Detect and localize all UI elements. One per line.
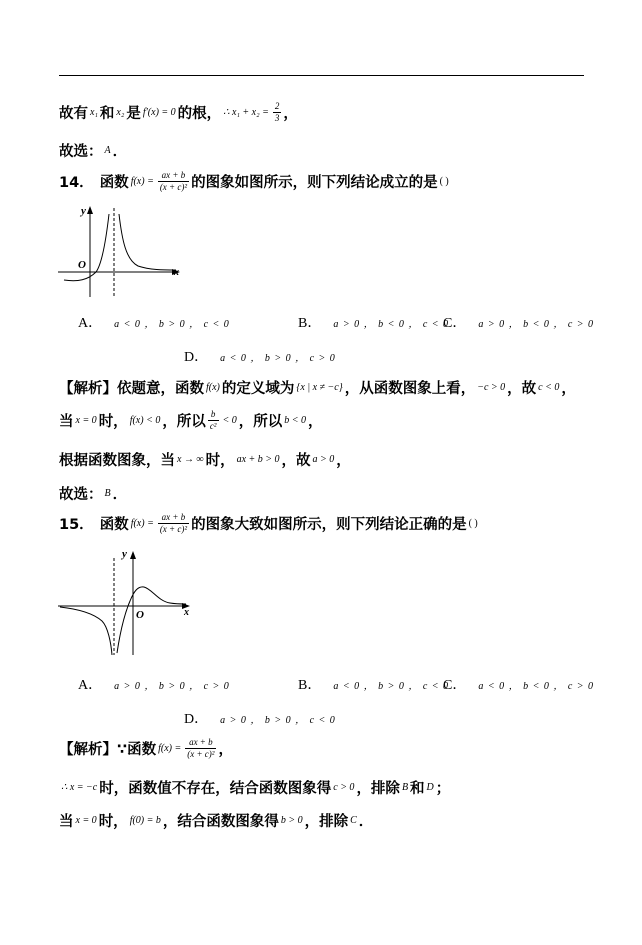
q14-option-c — [443, 312, 593, 332]
question-text-post: 的图象大致如图所示，则下列结论正确的是 — [191, 517, 467, 533]
intro-fraction — [273, 101, 282, 124]
intro-math-x1: x₁ — [90, 107, 98, 118]
answer-value: B — [104, 488, 111, 499]
intro-math-derivative: f′(x) = 0 — [142, 107, 176, 118]
sol-text: 当 — [59, 814, 74, 830]
sol-text: 根据函数图象，当 — [59, 453, 175, 469]
option-label: B． — [298, 316, 322, 331]
question-number: 15． — [59, 517, 94, 533]
sol14-line-2 — [59, 409, 323, 432]
sol-math: c > 0 — [333, 782, 355, 793]
option-value: a > 0 ， b < 0 ， c > 0 — [478, 318, 594, 330]
question-15 — [59, 512, 480, 535]
option-label: A． — [78, 678, 103, 693]
sol-fraction — [208, 409, 219, 432]
sol-frac-num: b — [210, 409, 216, 419]
sol14-line-3 — [59, 449, 351, 470]
sol-math: {x | x ≠ −c} — [296, 382, 343, 393]
sol-math: f(x) < 0 — [129, 415, 161, 426]
sol-text: ，故 — [281, 453, 311, 469]
intro-text-3: 是 — [126, 106, 141, 122]
answer-value: A — [104, 145, 111, 156]
q15-option-a — [78, 674, 229, 694]
question-number: 14． — [59, 175, 94, 191]
sol-text: ． — [358, 814, 374, 830]
question-frac-num: ax + b — [161, 170, 186, 180]
graph-q14 — [58, 200, 188, 300]
sol-math: b < 0 — [284, 415, 307, 426]
option-label: B． — [298, 678, 322, 693]
sol-text: ∵函数 — [117, 742, 157, 758]
option-value: a < 0 ， b > 0 ， c < 0 — [114, 318, 229, 330]
option-value: a > 0 ， b > 0 ， c < 0 — [220, 714, 335, 726]
question-fx: f(x) = — [130, 518, 154, 529]
sol-text: ，所以 — [162, 414, 206, 430]
graph-label-y: y — [81, 205, 86, 217]
sol14-line-1 — [59, 377, 576, 398]
sol-math: B — [401, 782, 409, 793]
intro-text-4: 的根， — [177, 106, 222, 122]
answer-blank: ( ) — [468, 518, 478, 529]
graph-label-origin: O — [78, 259, 86, 271]
answer-line-13 — [59, 140, 127, 161]
sol-text: ，所以 — [238, 414, 283, 430]
intro-frac-den: 3 — [274, 113, 280, 123]
option-label: A． — [78, 316, 103, 331]
y-axis-arrow — [130, 551, 136, 559]
intro-text-1: 故有 — [59, 106, 88, 122]
question-text-post: 的图象如图所示，则下列结论成立的是 — [191, 175, 438, 191]
sol-math: f(0) = b — [129, 815, 161, 826]
sol-math: c < 0 — [538, 382, 560, 393]
sol-math: f(x) — [206, 382, 220, 393]
intro-text-2: 和 — [99, 106, 115, 122]
sol15-line-1 — [59, 737, 233, 760]
sol-text: ，排除 — [356, 781, 400, 797]
sol-math: b > 0 — [280, 815, 303, 826]
option-label: C． — [443, 316, 467, 331]
sol-text: 依题意，函数 — [117, 381, 204, 397]
sol-text: ， — [336, 453, 351, 469]
sol-frac-den: c² — [209, 421, 217, 431]
sol-text: 和 — [410, 781, 425, 797]
question-frac-den: (x + c)² — [159, 524, 188, 534]
sol-math: f(x) = — [158, 743, 182, 754]
q14-option-b — [298, 312, 448, 332]
curve-right-branch — [119, 214, 176, 270]
answer-end: ． — [112, 144, 128, 160]
q14-option-a — [78, 312, 229, 332]
q15-option-d — [184, 708, 335, 728]
intro-line — [59, 101, 298, 124]
sol-text: 时，函数值不存在，结合函数图象得 — [99, 781, 332, 797]
intro-math-x2: x₂ — [116, 107, 125, 118]
curve-left-branch — [60, 607, 112, 655]
intro-frac-num: 2 — [274, 101, 280, 111]
question-text-pre: 函数 — [99, 175, 129, 191]
intro-text-5: ， — [283, 106, 298, 122]
sol-text: ， — [218, 742, 233, 758]
sol-math: C — [350, 815, 357, 826]
option-value: a > 0 ， b < 0 ， c < 0 — [333, 318, 449, 330]
sol-math: D — [426, 782, 434, 793]
sol-text: 时， — [205, 453, 235, 469]
solution-tag: 【解析】 — [59, 742, 117, 758]
question-frac-num: ax + b — [161, 512, 186, 522]
graph-label-y: y — [122, 548, 127, 560]
sol-text: ，排除 — [304, 814, 349, 830]
sol-text: ，从函数图象上看， — [344, 381, 476, 397]
sol-fraction — [185, 737, 216, 760]
sol-text: ； — [435, 781, 451, 797]
header-rule — [59, 75, 584, 76]
question-fraction — [158, 512, 189, 535]
sol-text: 当 — [59, 414, 74, 430]
question-frac-den: (x + c)² — [159, 182, 188, 192]
q15-option-c — [443, 674, 593, 694]
sol15-line-3 — [59, 810, 373, 831]
sol-math: a > 0 — [312, 454, 335, 465]
question-fx: f(x) = — [130, 176, 154, 187]
answer-label: 故选： — [59, 144, 103, 160]
q14-option-d — [184, 346, 335, 366]
curve-left-branch — [64, 214, 109, 281]
sol-text: 时， — [98, 414, 128, 430]
answer-blank: ( ) — [439, 176, 449, 187]
option-label: C． — [443, 678, 467, 693]
graph-label-x: x — [184, 607, 189, 618]
graph-q15 — [58, 543, 198, 658]
question-fraction — [158, 170, 189, 193]
answer-label: 故选： — [59, 487, 103, 503]
sol-math: ax + b > 0 — [236, 454, 280, 465]
solution-tag: 【解析】 — [59, 381, 117, 397]
option-value: a < 0 ， b > 0 ， c > 0 — [220, 352, 335, 364]
option-value: a > 0 ， b > 0 ， c > 0 — [114, 680, 229, 692]
option-label: D． — [184, 712, 209, 727]
question-text-pre: 函数 — [99, 517, 129, 533]
sol-math: x = 0 — [75, 415, 97, 426]
sol-text: ， — [308, 414, 323, 430]
option-label: D． — [184, 350, 209, 365]
sol-frac-num: ax + b — [189, 737, 213, 747]
sol-text: 的定义域为 — [221, 381, 295, 397]
sol-frac-den: (x + c)² — [187, 749, 215, 759]
sol-math: x → ∞ — [177, 454, 204, 465]
sol-text: ， — [561, 381, 576, 397]
sol-text: ，结合函数图象得 — [162, 814, 279, 830]
curve-right-branch — [117, 587, 186, 653]
sol-math: < 0 — [222, 415, 237, 426]
y-axis-arrow — [87, 206, 93, 214]
question-14 — [59, 170, 451, 193]
option-value: a < 0 ， b > 0 ， c < 0 — [333, 680, 449, 692]
intro-math-sum: ∴ x₁ + x₂ = — [223, 107, 269, 118]
sol-math: x = 0 — [75, 815, 97, 826]
sol-math: ∴ x = −c — [61, 782, 98, 793]
option-value: a < 0 ， b < 0 ， c > 0 — [478, 680, 594, 692]
q15-option-b — [298, 674, 448, 694]
graph-label-x: x — [174, 267, 179, 278]
sol-text: ，故 — [507, 381, 537, 397]
answer-line-14 — [59, 483, 127, 504]
sol-math: −c > 0 — [477, 382, 506, 393]
graph-label-origin: O — [136, 609, 144, 621]
sol-text: 时， — [98, 814, 128, 830]
answer-end: ． — [112, 487, 128, 503]
sol15-line-2 — [59, 777, 450, 798]
